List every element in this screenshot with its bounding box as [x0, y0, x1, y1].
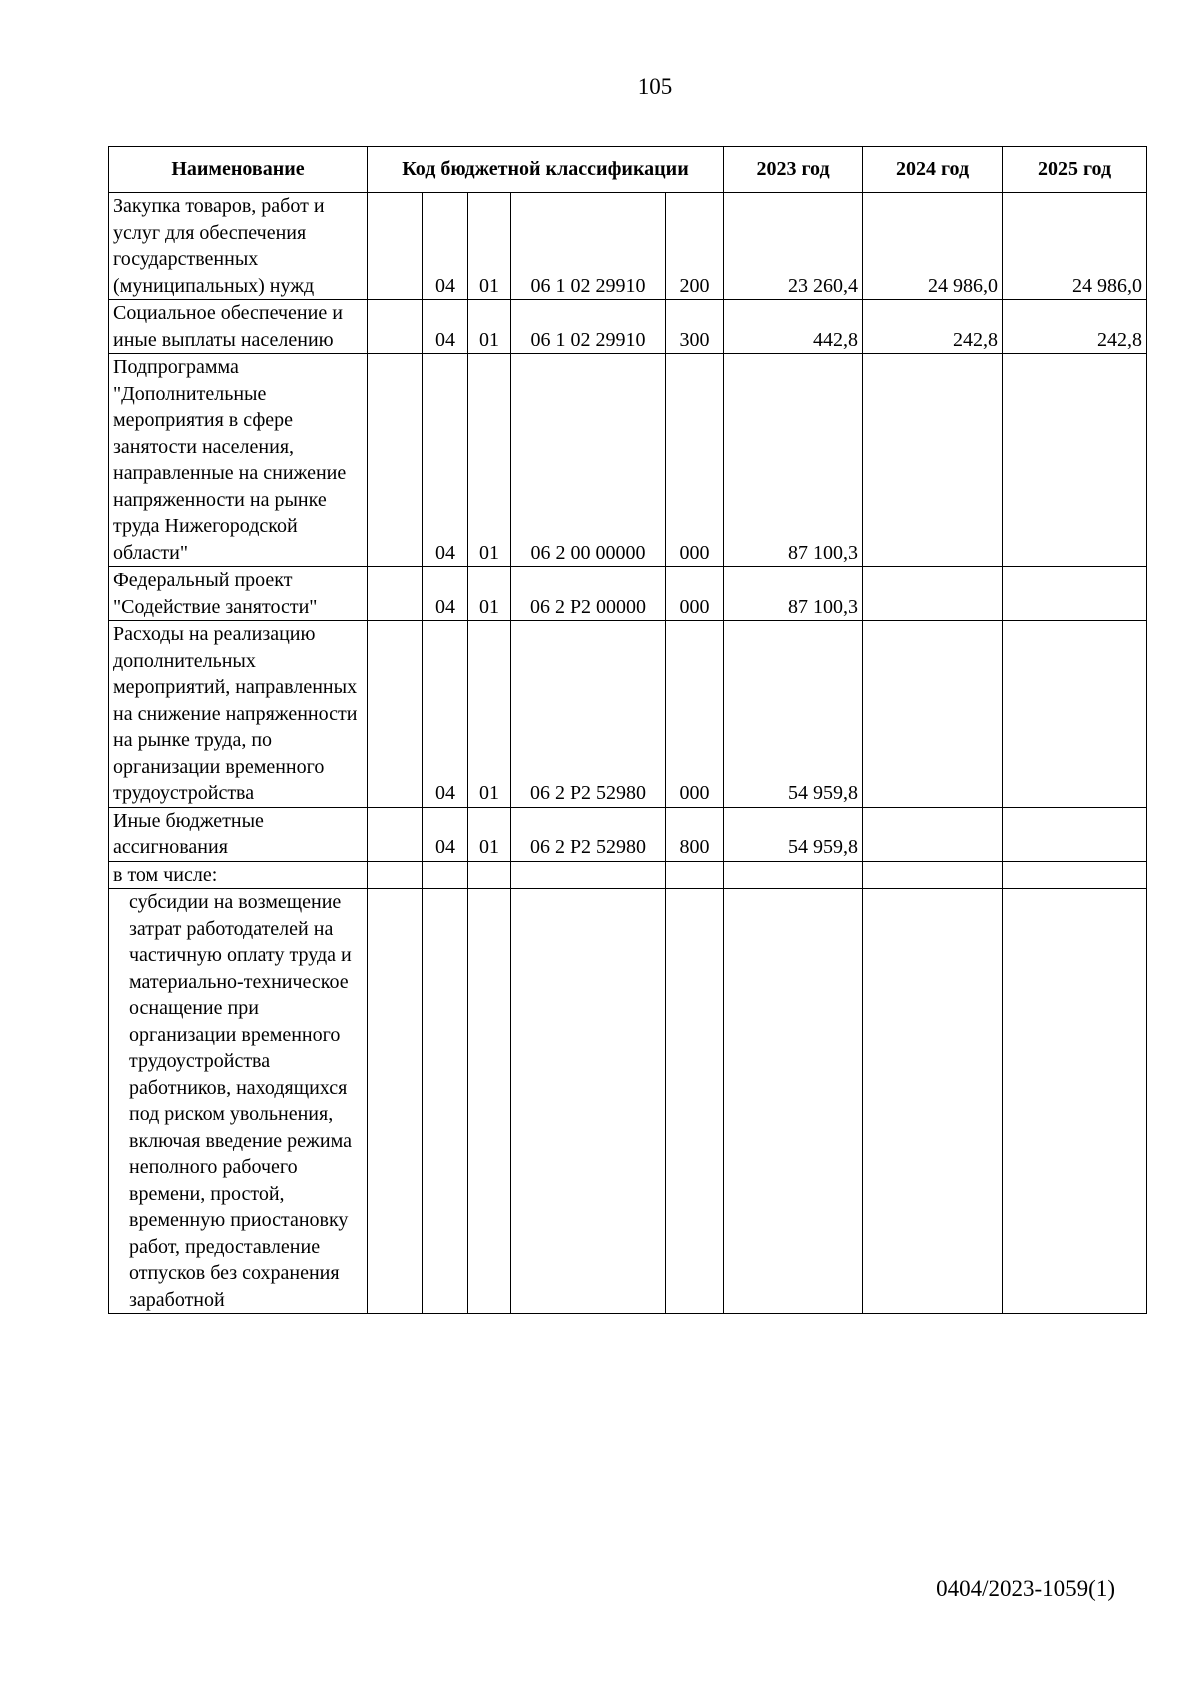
code-subsection	[468, 889, 511, 1314]
code-part-1	[368, 193, 423, 300]
value-2025: 24 986,0	[1003, 193, 1147, 300]
value-2025: 242,8	[1003, 300, 1147, 354]
code-expense-type: 300	[666, 300, 724, 354]
table-row	[109, 889, 1147, 1314]
code-section: 04	[423, 354, 468, 567]
value-2025	[1003, 567, 1147, 621]
code-part-1	[368, 300, 423, 354]
code-section	[423, 889, 468, 1314]
code-part-1	[368, 807, 423, 861]
code-target: 06 2 P2 00000	[511, 567, 666, 621]
code-subsection: 01	[468, 567, 511, 621]
value-2023: 87 100,3	[724, 354, 863, 567]
value-2023: 442,8	[724, 300, 863, 354]
code-expense-type: 200	[666, 193, 724, 300]
table-row	[109, 861, 1147, 889]
value-2024	[863, 621, 1003, 808]
code-subsection: 01	[468, 300, 511, 354]
code-part-1	[368, 889, 423, 1314]
row-name: в том числе:	[109, 861, 368, 889]
code-expense-type: 800	[666, 807, 724, 861]
code-expense-type: 000	[666, 621, 724, 808]
row-name: Закупка товаров, работ и услуг для обеспечения государственных (муниципальных) нужд	[109, 193, 368, 300]
value-2024	[863, 861, 1003, 889]
value-2025	[1003, 861, 1147, 889]
row-name: субсидии на возмещение затрат работодателей на частичную оплату труда и материально-техническое оснащение при организации временного трудоустройства работников, находящихся под риском увольнения, включая введение режима неполного рабочего времени, простой, временную приостановку работ, предоставление отпусков без сохранения заработной	[109, 889, 368, 1314]
code-subsection: 01	[468, 621, 511, 808]
code-part-1	[368, 354, 423, 567]
value-2025	[1003, 621, 1147, 808]
value-2023	[724, 889, 863, 1314]
code-target: 06 2 P2 52980	[511, 621, 666, 808]
code-section: 04	[423, 621, 468, 808]
value-2023: 87 100,3	[724, 567, 863, 621]
table-row	[109, 193, 1147, 300]
code-section: 04	[423, 567, 468, 621]
value-2023	[724, 861, 863, 889]
value-2024	[863, 889, 1003, 1314]
code-subsection	[468, 861, 511, 889]
code-target: 06 2 P2 52980	[511, 807, 666, 861]
value-2025	[1003, 354, 1147, 567]
code-target: 06 1 02 29910	[511, 193, 666, 300]
value-2024: 242,8	[863, 300, 1003, 354]
code-target: 06 1 02 29910	[511, 300, 666, 354]
code-subsection: 01	[468, 193, 511, 300]
code-section: 04	[423, 300, 468, 354]
header-2025: 2025 год	[1003, 147, 1147, 193]
code-part-1	[368, 621, 423, 808]
row-name: Иные бюджетные ассигнования	[109, 807, 368, 861]
code-part-1	[368, 567, 423, 621]
value-2024	[863, 354, 1003, 567]
header-code: Код бюджетной классификации	[368, 147, 724, 193]
value-2024	[863, 567, 1003, 621]
header-2024: 2024 год	[863, 147, 1003, 193]
value-2024	[863, 807, 1003, 861]
code-section: 04	[423, 193, 468, 300]
table-row	[109, 567, 1147, 621]
value-2025	[1003, 889, 1147, 1314]
table-row	[109, 807, 1147, 861]
value-2024: 24 986,0	[863, 193, 1003, 300]
code-expense-type	[666, 861, 724, 889]
document-code: 0404/2023-1059(1)	[936, 1576, 1115, 1601]
row-name: Расходы на реализацию дополнительных мероприятий, направленных на снижение напряженности на рынке труда, по организации временного трудоустройства	[109, 621, 368, 808]
table-row	[109, 621, 1147, 808]
code-expense-type: 000	[666, 567, 724, 621]
value-2023: 23 260,4	[724, 193, 863, 300]
table-row	[109, 300, 1147, 354]
code-subsection: 01	[468, 354, 511, 567]
code-target	[511, 861, 666, 889]
code-part-1	[368, 861, 423, 889]
code-section: 04	[423, 807, 468, 861]
code-target	[511, 889, 666, 1314]
value-2023: 54 959,8	[724, 807, 863, 861]
budget-table	[108, 146, 1147, 1314]
code-target: 06 2 00 00000	[511, 354, 666, 567]
page-number: 105	[637, 74, 673, 99]
code-expense-type: 000	[666, 354, 724, 567]
row-name: Федеральный проект "Содействие занятости"	[109, 567, 368, 621]
row-name: Социальное обеспечение и иные выплаты населению	[109, 300, 368, 354]
code-section	[423, 861, 468, 889]
code-subsection: 01	[468, 807, 511, 861]
code-expense-type	[666, 889, 724, 1314]
header-2023: 2023 год	[724, 147, 863, 193]
value-2025	[1003, 807, 1147, 861]
row-name: Подпрограмма "Дополнительные мероприятия в сфере занятости населения, направленные на снижение напряженности на рынке труда Нижегородской области"	[109, 354, 368, 567]
value-2023: 54 959,8	[724, 621, 863, 808]
table-header-row	[109, 147, 1147, 193]
table-row	[109, 354, 1147, 567]
header-name: Наименование	[109, 147, 368, 193]
